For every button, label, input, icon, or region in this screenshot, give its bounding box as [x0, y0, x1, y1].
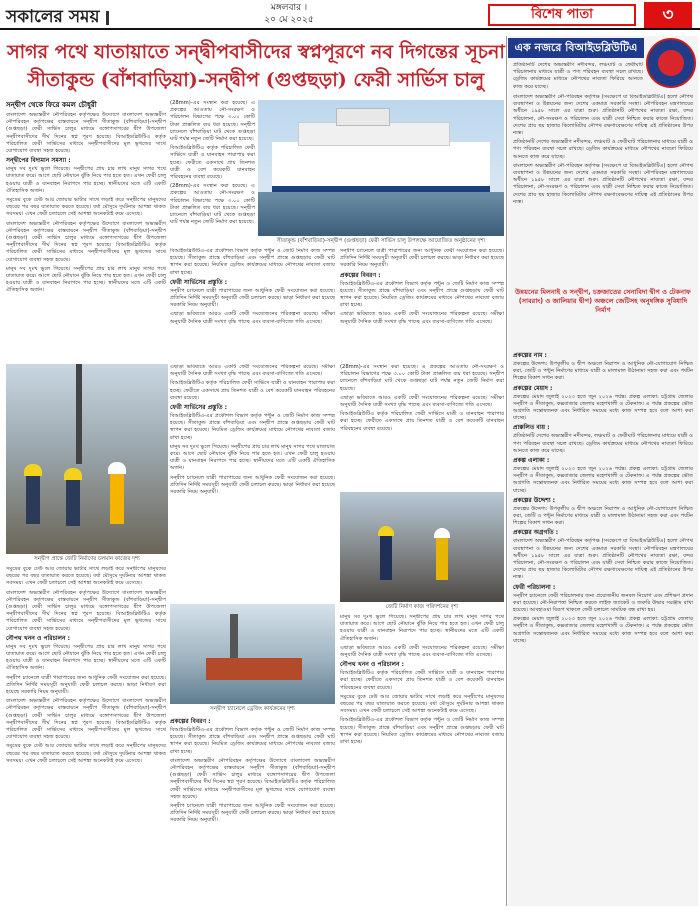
subheading: প্রকল্পের বিবরণ :	[340, 271, 381, 279]
article-paragraph: বিআইডব্লিউটিএ-এর প্রকৌশল বিভাগ কর্তৃক পন্টুন ও জেটি নির্মাণ কাজ সম্পন্ন হয়েছে। সীতাকুন্ড প্রান্তে বাঁশবাড়িয়া এবং সন্দ্বীপ প্রান্তে গুপ্তছড়ায় ফেরী ঘাট স্থাপন করা হয়েছে। নিয়মিত ড্রেজিং কার্যক্রমের মাধ্যমে নৌপথের নাব্যতা বজায় রাখা হচ্ছে।	[170, 727, 335, 755]
article-paragraph: এছাড়া ভবিষ্যতে আরও একটি ফেরী সংযোজনের পরিকল্পনা রয়েছে। সমীক্ষা অনুযায়ী দৈনিক যাত্রী সংখ্যা বৃদ্ধি পাচ্ছে এবং ব্যবসা-বাণিজ্যে গতি এসেছে।	[340, 394, 504, 409]
sidebar-paragraph: প্রকল্পের মেয়াদ জুলাই ২০২৩ হতে জুন ২০২৬ পর্যন্ত। প্রকল্প এলাকা: চট্টগ্রাম জেলার সন্দ্বীপ ও সীতাকুন্ড, কক্সবাজার জেলার মহেশখালী ও টেকনাফ। এ পর্যন্ত প্রকল্পের ভৌত অগ্রগতি সন্তোষজনক এবং নির্ধারিত সময়ের মধ্যে কাজ সম্পন্ন হবে বলে আশা করা যাচ্ছে।	[513, 393, 693, 422]
date-label: ২০ মে ২০২৫	[264, 15, 314, 25]
sidebar-paragraph: বাংলাদেশ অভ্যন্তরীণ নৌ-পরিবহন কর্তৃপক্ষ (সংক্ষেপে যা বিআইডব্লিউটিএ) হলো নৌপথ ব্যবস্থাপনা ও উন্নয়নের জন্য দেশের একমাত্র সরকারি সংস্থা। নৌপরিবহন মন্ত্রণালয়ের অধীনে ১৯৫৮ সালে এর যাত্রা শুরু। প্রতিষ্ঠানটি নৌপথের নাব্যতা রক্ষা, বন্দর পরিচালনা, নৌ-সংরক্ষণ ও পরিচালন এবং যাত্রী সেবা নিশ্চিত করার কাজে নিয়োজিত। দেশের প্রায় ছয় হাজার কিলোমিটার নৌপথ রক্ষণাবেক্ষণের দায়িত্ব এই প্রতিষ্ঠানের উপর ন্যস্ত।	[513, 538, 693, 581]
article-paragraph: বিআইডব্লিউটিএ কর্তৃক পরিচালিত ফেরী সার্ভিসে যাত্রী ও যানবাহন পারাপার করা হচ্ছে। ফেরীতে একসাথে প্রায় তিনশত যাত্রী ও বেশ কয়েকটি যানবাহন পরিবহনের ব্যবস্থা রয়েছে।	[170, 145, 255, 181]
article-paragraph: বিআইডব্লিউটিএ-এর প্রকৌশল বিভাগ কর্তৃক পন্টুন ও জেটি নির্মাণ কাজ সম্পন্ন হয়েছে। সীতাকুন্ড প্রান্তে বাঁশবাড়িয়া এবং সন্দ্বীপ প্রান্তে গুপ্তছড়ায় ফেরী ঘাট স্থাপন করা হয়েছে। নিয়মিত ড্রেজিং কার্যক্রমের মাধ্যমে নৌপথের নাব্যতা বজায় রাখা হচ্ছে।	[170, 248, 335, 276]
day-label: মঙ্গলবার ।	[270, 3, 308, 13]
article-paragraph: এছাড়া ভবিষ্যতে আরও একটি ফেরী সংযোজনের পরিকল্পনা রয়েছে। সমীক্ষা অনুযায়ী দৈনিক যাত্রী সংখ্যা বৃদ্ধি পাচ্ছে এবং ব্যবসা-বাণিজ্যে গতি এসেছে।	[170, 364, 335, 378]
deck-photo	[340, 492, 504, 602]
article-paragraph: বাংলাদেশ অভ্যন্তরীণ নৌপরিবহন কর্তৃপক্ষের উদ্যোগে বাংলাদেশ অভ্যন্তরীণ নৌপরিবহন কর্তৃপক্ষের বাস্তবায়নে সন্দ্বীপ সীতাকুন্ড (বাঁশবাড়িয়া)-সন্দ্বীপ (গুপ্তছড়া) ফেরী সার্ভিস চালুর মাধ্যমে বঙ্গোপসাগরের দ্বীপ উপজেলা সন্দ্বীপবাসীদের দীর্ঘ দিনের স্বপ্ন পূরণ হয়েছে। বিআইডব্লিউটিএ কর্তৃক পরিচালিত ফেরী সার্ভিসের মাধ্যমে সন্দ্বীপবাসীদের মূল ভূখন্ডের সাথে যোগাযোগ ব্যবস্থা সহজ হয়েছে।	[6, 698, 166, 741]
masthead-logo: সকালের সময়	[6, 4, 109, 32]
sidebar-subheading: প্রাক্কলিত ব্যয় :	[513, 424, 550, 432]
article-paragraph: মানুষ সব দুঃখ ভুলে গিয়েছে। সন্দ্বীপের প্রায় চার লাখ মানুষ সাগর পথে যাতায়াত করে। আগে ছোট নৌযানে ঝুঁকি নিয়ে পার হতে হত। এখন ফেরী চালু হওয়ায় যাত্রী ও যানবাহন নিরাপদে পার হচ্ছে। স্থানীয়দের মতে এটি একটি ঐতিহাসিক অর্জন।	[6, 166, 166, 194]
sidebar-paragraph: বাংলাদেশ অভ্যন্তরীণ নৌ-পরিবহন কর্তৃপক্ষ (সংক্ষেপে যা বিআইডব্লিউটিএ) হলো নৌপথ ব্যবস্থাপনা ও উন্নয়নের জন্য দেশের একমাত্র সরকারি সংস্থা। নৌপরিবহন মন্ত্রণালয়ের অধীনে ১৯৫৮ সালে এর যাত্রা শুরু। প্রতিষ্ঠানটি নৌপথের নাব্যতা রক্ষা, বন্দর পরিচালনা, নৌ-সংরক্ষণ ও পরিচালন এবং যাত্রী সেবা নিশ্চিত করার কাজে নিয়োজিত। দেশের প্রায় ছয় হাজার কিলোমিটার নৌপথ রক্ষণাবেক্ষণের দায়িত্ব এই প্রতিষ্ঠানের উপর ন্যস্ত।	[513, 94, 693, 137]
article-paragraph: এছাড়া ভবিষ্যতে আরও একটি ফেরী সংযোজনের পরিকল্পনা রয়েছে। সমীক্ষা অনুযায়ী দৈনিক যাত্রী সংখ্যা বৃদ্ধি পাচ্ছে এবং ব্যবসা-বাণিজ্যে গতি এসেছে।	[340, 311, 504, 325]
headline-line-2: সীতাকুন্ড (বাঁশবাড়িয়া)-সন্দ্বীপ (গুপ্তছড়া) ফেরী সার্ভিস চালু	[27, 69, 485, 91]
ferry-photo	[258, 100, 504, 236]
sidebar-subheading: প্রকল্পের উদ্দেশ্য :	[513, 496, 556, 504]
article-paragraph: বিআইডব্লিউটিএ-এর প্রকৌশল বিভাগ কর্তৃক পন্টুন ও জেটি নির্মাণ কাজ সম্পন্ন হয়েছে। সীতাকুন্ড প্রান্তে বাঁশবাড়িয়া এবং সন্দ্বীপ প্রান্তে গুপ্তছড়ায় ফেরী ঘাট স্থাপন করা হয়েছে। নিয়মিত ড্রেজিং কার্যক্রমের মাধ্যমে নৌপথের নাব্যতা বজায় রাখা হচ্ছে।	[340, 280, 504, 309]
subheading: সন্দ্বীপের বিদ্যমান সমস্যা :	[6, 157, 71, 165]
article-paragraph: বিআইডব্লিউটিএ কর্তৃক পরিচালিত ফেরী সার্ভিসে যাত্রী ও যানবাহন পারাপার করা হচ্ছে। ফেরীতে একসাথে প্রায় তিনশত যাত্রী ও বেশ কয়েকটি যানবাহন পরিবহনের ব্যবস্থা রয়েছে।	[340, 411, 504, 432]
article-paragraph: (28mm)-এর সংস্থান করা হয়েছে। এ প্রকল্পের আওতায় নৌ-সংরক্ষণ ও পরিচালন বিভাগের পক্ষে ৩.০০ কোটি টাকা প্রাক্কলিত ব্যয় ধরা হয়েছে। সন্দ্বীপ চ্যানেলে বাঁশবাড়িয়া ঘাট থেকে গুপ্তছড়া ঘাট পর্যন্ত নতুন জেটি নির্মাণ করা হয়েছে।	[340, 364, 504, 392]
article-column-3	[340, 248, 504, 362]
article-paragraph: বাংলাদেশ অভ্যন্তরীণ নৌপরিবহন কর্তৃপক্ষের উদ্যোগে বাংলাদেশ অভ্যন্তরীণ নৌপরিবহন কর্তৃপক্ষের বাস্তবায়নে সন্দ্বীপ সীতাকুন্ড (বাঁশবাড়িয়া)-সন্দ্বীপ (গুপ্তছড়া) ফেরী সার্ভিস চালুর মাধ্যমে বঙ্গোপসাগরের দ্বীপ উপজেলা সন্দ্বীপবাসীদের দীর্ঘ দিনের স্বপ্ন পূরণ হয়েছে। বিআইডব্লিউটিএ কর্তৃক পরিচালিত ফেরী সার্ভিসের মাধ্যমে সন্দ্বীপবাসীদের মূল ভূখন্ডের সাথে যোগাযোগ ব্যবস্থা সহজ হয়েছে।	[6, 220, 166, 263]
article-column-1b	[6, 566, 166, 906]
article-paragraph: বাংলাদেশ অভ্যন্তরীণ নৌপরিবহন কর্তৃপক্ষের উদ্যোগে বাংলাদেশ অভ্যন্তরীণ নৌপরিবহন কর্তৃপক্ষের বাস্তবায়নে সন্দ্বীপ সীতাকুন্ড (বাঁশবাড়িয়া)-সন্দ্বীপ (গুপ্তছড়া) ফেরী সার্ভিস চালুর মাধ্যমে বঙ্গোপসাগরের দ্বীপ উপজেলা সন্দ্বীপবাসীদের দীর্ঘ দিনের স্বপ্ন পূরণ হয়েছে। বিআইডব্লিউটিএ কর্তৃক পরিচালিত ফেরী সার্ভিসের মাধ্যমে সন্দ্বীপবাসীদের মূল ভূখন্ডের সাথে যোগাযোগ ব্যবস্থা সহজ হয়েছে।	[170, 757, 335, 800]
article-paragraph: সন্দ্বীপ চ্যানেলে যাত্রী পারাপারের জন্য আধুনিক ফেরী সংযোজন করা হয়েছে। প্রতিদিন নির্দিষ্ট সময়সূচী অনুযায়ী ফেরী চলাচল করছে। ভাড়া নির্ধারণ করা হয়েছে সরকারি নিয়ম অনুযায়ী।	[6, 674, 166, 696]
sidebar-text-1	[513, 94, 693, 284]
sidebar-title: এক নজরে বিআইডব্লিউটিএ	[508, 38, 644, 58]
article-paragraph: বাংলাদেশ অভ্যন্তরীণ নৌপরিবহন কর্তৃপক্ষের উদ্যোগে বাংলাদেশ অভ্যন্তরীণ নৌপরিবহন কর্তৃপক্ষের বাস্তবায়নে সন্দ্বীপ সীতাকুন্ড (বাঁশবাড়িয়া)-সন্দ্বীপ (গুপ্তছড়া) ফেরী সার্ভিস চালুর মাধ্যমে বঙ্গোপসাগরের দ্বীপ উপজেলা সন্দ্বীপবাসীদের দীর্ঘ দিনের স্বপ্ন পূরণ হয়েছে। বিআইডব্লিউটিএ কর্তৃক পরিচালিত ফেরী সার্ভিসের মাধ্যমে সন্দ্বীপবাসীদের মূল ভূখন্ডের সাথে যোগাযোগ ব্যবস্থা সহজ হয়েছে।	[6, 112, 166, 155]
sidebar-paragraph: প্রকল্পের উদ্দেশ্য: উপকূলীয় ও দ্বীপ অঞ্চলে নিরাপদ ও আধুনিক নৌ-যোগাযোগ নিশ্চিত করা, জেটি ও পন্টুন নির্মাণের মাধ্যমে যাত্রী ও মালামাল উঠানামা সহজ করা এবং পর্যটন শিল্পের বিকাশ সাধন করা।	[513, 361, 693, 382]
article-column-2b	[170, 248, 335, 362]
construction-photo	[6, 364, 168, 554]
sidebar-paragraph: প্রকল্পের মেয়াদ জুলাই ২০২৩ হতে জুন ২০২৬ পর্যন্ত। প্রকল্প এলাকা: চট্টগ্রাম জেলার সন্দ্বীপ ও সীতাকুন্ড, কক্সবাজার জেলার মহেশখালী ও টেকনাফ। এ পর্যন্ত প্রকল্পের ভৌত অগ্রগতি সন্তোষজনক এবং নির্ধারিত সময়ের মধ্যে কাজ সম্পন্ন হবে বলে আশা করা যাচ্ছে।	[513, 466, 693, 494]
subheading: ফেরী সার্ভিসের প্রস্তুতি :	[170, 404, 228, 412]
article-paragraph: বাংলাদেশ অভ্যন্তরীণ নৌপরিবহন কর্তৃপক্ষের উদ্যোগে বাংলাদেশ অভ্যন্তরীণ নৌপরিবহন কর্তৃপক্ষের বাস্তবায়নে সন্দ্বীপ সীতাকুন্ড (বাঁশবাড়িয়া)-সন্দ্বীপ (গুপ্তছড়া) ফেরী সার্ভিস চালুর মাধ্যমে বঙ্গোপসাগরের দ্বীপ উপজেলা সন্দ্বীপবাসীদের দীর্ঘ দিনের স্বপ্ন পূরণ হয়েছে। বিআইডব্লিউটিএ কর্তৃক পরিচালিত ফেরী সার্ভিসের মাধ্যমে সন্দ্বীপবাসীদের মূল ভূখন্ডের সাথে যোগাযোগ ব্যবস্থা সহজ হয়েছে।	[6, 589, 166, 632]
sidebar-paragraph: প্রকল্পের মেয়াদ জুলাই ২০২৩ হতে জুন ২০২৬ পর্যন্ত। প্রকল্প এলাকা: চট্টগ্রাম জেলার সন্দ্বীপ ও সীতাকুন্ড, কক্সবাজার জেলার মহেশখালী ও টেকনাফ। এ পর্যন্ত প্রকল্পের ভৌত অগ্রগতি সন্তোষজনক এবং নির্ধারিত সময়ের মধ্যে কাজ সম্পন্ন হবে বলে আশা করা যাচ্ছে।	[513, 616, 693, 644]
article-paragraph: (28mm)-এর সংস্থান করা হয়েছে। এ প্রকল্পের আওতায় নৌ-সংরক্ষণ ও পরিচালন বিভাগের পক্ষে ৩.০০ কোটি টাকা প্রাক্কলিত ব্যয় ধরা হয়েছে। সন্দ্বীপ চ্যানেলে বাঁশবাড়িয়া ঘাট থেকে গুপ্তছড়া ঘাট পর্যন্ত নতুন জেটি নির্মাণ করা হয়েছে।	[170, 183, 255, 226]
construction-photo-caption: সন্দ্বীপ প্রান্তে জেটি নির্মাণের চলমান কাজের দৃশ্য	[34, 556, 140, 562]
article-paragraph: সমুদ্রের বুকে ঢেউ আর জোয়ার ভাটার সাথে লড়াই করে সন্দ্বীপের মানুষদের বছরের পর বছর যাতায়াত করতে হয়েছে। বর্ষা মৌসুমে দুর্ঘটনার আশঙ্কা থাকত সবসময়। এখন ফেরী চলাচলে সেই আশঙ্কা অনেকটাই কমে এসেছে।	[6, 197, 166, 218]
sidebar-subheading: প্রকল্পের মেয়াদ :	[513, 384, 553, 392]
sidebar-subheading: প্রকল্প এলাকা :	[513, 457, 550, 465]
subheading: নৌপথ খনন ও পরিচালন :	[6, 634, 71, 642]
deck-photo-caption: জেটি নির্মাণ কাজ পরিদর্শনের দৃশ্য	[385, 604, 459, 610]
article-column-2	[170, 100, 255, 262]
article-paragraph: সন্দ্বীপ চ্যানেলে যাত্রী পারাপারের জন্য আধুনিক ফেরী সংযোজন করা হয়েছে। প্রতিদিন নির্দিষ্ট সময়সূচী অনুযায়ী ফেরী চলাচল করছে। ভাড়া নির্ধারণ করা হয়েছে সরকারি নিয়ম অনুযায়ী।	[340, 248, 504, 269]
article-paragraph: মানুষ সব দুঃখ ভুলে গিয়েছে। সন্দ্বীপের প্রায় চার লাখ মানুষ সাগর পথে যাতায়াত করে। আগে ছোট নৌযানে ঝুঁকি নিয়ে পার হতে হত। এখন ফেরী চালু হওয়ায় যাত্রী ও যানবাহন নিরাপদে পার হচ্ছে। স্থানীয়দের মতে এটি একটি ঐতিহাসিক অর্জন।	[6, 265, 166, 294]
article-paragraph: বিআইডব্লিউটিএ-এর প্রকৌশল বিভাগ কর্তৃক পন্টুন ও জেটি নির্মাণ কাজ সম্পন্ন হয়েছে। সীতাকুন্ড প্রান্তে বাঁশবাড়িয়া এবং সন্দ্বীপ প্রান্তে গুপ্তছড়ায় ফেরী ঘাট স্থাপন করা হয়েছে। নিয়মিত ড্রেজিং কার্যক্রমের মাধ্যমে নৌপথের নাব্যতা বজায় রাখা হচ্ছে।	[170, 413, 335, 441]
article-paragraph: মানুষ সব দুঃখ ভুলে গিয়েছে। সন্দ্বীপের প্রায় চার লাখ মানুষ সাগর পথে যাতায়াত করে। আগে ছোট নৌযানে ঝুঁকি নিয়ে পার হতে হত। এখন ফেরী চালু হওয়ায় যাত্রী ও যানবাহন নিরাপদে পার হচ্ছে। স্থানীয়দের মতে এটি একটি ঐতিহাসিক অর্জন।	[170, 443, 335, 472]
article-paragraph: মানুষ সব দুঃখ ভুলে গিয়েছে। সন্দ্বীপের প্রায় চার লাখ মানুষ সাগর পথে যাতায়াত করে। আগে ছোট নৌযানে ঝুঁকি নিয়ে পার হতে হত। এখন ফেরী চালু হওয়ায় যাত্রী ও যানবাহন নিরাপদে পার হচ্ছে। স্থানীয়দের মতে এটি একটি ঐতিহাসিক অর্জন।	[6, 643, 166, 672]
article-column-1	[6, 100, 166, 362]
sidebar-paragraph: বাংলাদেশ অভ্যন্তরীণ নৌ-পরিবহন কর্তৃপক্ষ (সংক্ষেপে যা বিআইডব্লিউটিএ) হলো নৌপথ ব্যবস্থাপনা ও উন্নয়নের জন্য দেশের একমাত্র সরকারি সংস্থা। নৌপরিবহন মন্ত্রণালয়ের অধীনে ১৯৫৮ সালে এর যাত্রা শুরু। প্রতিষ্ঠানটি নৌপথের নাব্যতা রক্ষা, বন্দর পরিচালনা, নৌ-সংরক্ষণ ও পরিচালন এবং যাত্রী সেবা নিশ্চিত করার কাজে নিয়োজিত। দেশের প্রায় ছয় হাজার কিলোমিটার নৌপথ রক্ষণাবেক্ষণের দায়িত্ব এই প্রতিষ্ঠানের উপর ন্যস্ত।	[513, 162, 693, 205]
article-paragraph: সন্দ্বীপ চ্যানেলে যাত্রী পারাপারের জন্য আধুনিক ফেরী সংযোজন করা হয়েছে। প্রতিদিন নির্দিষ্ট সময়সূচী অনুযায়ী ফেরী চলাচল করছে। ভাড়া নির্ধারণ করা হয়েছে সরকারি নিয়ম অনুযায়ী।	[170, 287, 335, 309]
main-headline	[6, 38, 506, 94]
article-paragraph: (28mm)-এর সংস্থান করা হয়েছে। এ প্রকল্পের আওতায় নৌ-সংরক্ষণ ও পরিচালন বিভাগের পক্ষে ৩.০০ কোটি টাকা প্রাক্কলিত ব্যয় ধরা হয়েছে। সন্দ্বীপ চ্যানেলে বাঁশবাড়িয়া ঘাট থেকে গুপ্তছড়া ঘাট পর্যন্ত নতুন জেটি নির্মাণ করা হয়েছে।	[170, 100, 255, 143]
dredger-photo	[170, 604, 335, 704]
headline-line-1: সাগর পথে যাতায়াতে সন্দ্বীপবাসীদের স্বপ্নপূরণে নব দিগন্তের সূচনা	[7, 41, 505, 63]
subheading: নৌপথ খনন ও পরিচালন :	[340, 661, 405, 669]
article-column-2d	[170, 716, 335, 906]
sidebar-paragraph: সন্দ্বীপ চ্যানেলে ফেরী পরিচালনার জন্য প্রয়োজনীয় জনবল নিয়োগ এবং প্রশিক্ষণ প্রদান করা হয়েছে। নৌ-নিরাপত্তা নিশ্চিত করতে লাইফ জ্যাকেট ও জরুরি উদ্ধার সরঞ্জাম রাখা হয়েছে। আবহাওয়া বিরূপ থাকলে ফেরী চলাচল সাময়িক বন্ধ রাখা হয়।	[513, 592, 693, 614]
article-paragraph: সন্দ্বীপ চ্যানেলে যাত্রী পারাপারের জন্য আধুনিক ফেরী সংযোজন করা হয়েছে। প্রতিদিন নির্দিষ্ট সময়সূচী অনুযায়ী ফেরী চলাচল করছে। ভাড়া নির্ধারণ করা হয়েছে সরকারি নিয়ম অনুযায়ী।	[170, 803, 335, 824]
sidebar-subheading: ফেরী পরিচালনা :	[513, 583, 556, 591]
sidebar-subheading: প্রকল্পের নাম :	[513, 352, 547, 359]
subheading: ফেরী সার্ভিসের প্রস্তুতি :	[170, 278, 228, 286]
dredger-photo-caption: সন্দ্বীপ চ্যানেলে ড্রেজিং কার্যক্রমের দৃশ্য	[210, 706, 295, 712]
article-column-3c	[340, 614, 504, 906]
header-rule	[0, 28, 700, 30]
sidebar-paragraph: প্রতিষ্ঠানটি দেশের অভ্যন্তরীণ নদীবন্দর, লঞ্চঘাট ও ফেরীঘাট পরিচালনার মাধ্যমে যাত্রী ও পণ্য পরিবহন ব্যবস্থা সচল রাখছে। ড্রেজিং কার্যক্রমের মাধ্যমে নৌপথের নাব্যতা ফিরিয়ে আনতে কাজ করে যাচ্ছে।	[513, 62, 643, 90]
article-paragraph: বিআইডব্লিউটিএ কর্তৃক পরিচালিত ফেরী সার্ভিসে যাত্রী ও যানবাহন পারাপার করা হচ্ছে। ফেরীতে একসাথে প্রায় তিনশত যাত্রী ও বেশ কয়েকটি যানবাহন পরিবহনের ব্যবস্থা রয়েছে।	[340, 670, 504, 691]
sidebar-subheading: প্রকল্পের অগ্রগতি :	[513, 529, 559, 537]
page-header	[0, 0, 700, 30]
page-number: ৩	[644, 2, 692, 28]
sidebar-intro	[513, 62, 643, 92]
sidebar-paragraph: প্রকল্পের উদ্দেশ্য: উপকূলীয় ও দ্বীপ অঞ্চলে নিরাপদ ও আধুনিক নৌ-যোগাযোগ নিশ্চিত করা, জেটি ও পন্টুন নির্মাণের মাধ্যমে যাত্রী ও মালামাল উঠানামা সহজ করা এবং পর্যটন শিল্পের বিকাশ সাধন করা।	[513, 505, 693, 527]
biwta-logo	[646, 38, 696, 88]
sidebar-project-title: উন্নয়নের মিলনাই ও সন্দ্বীপ, চক্রজাতের সেনাবিদা দ্বীপ ও টেকনাফ (সাবরাং) ও জালিয়ার দ্বীপ) অঞ্চলে জেটিসহ অনুষঙ্গিক সুবিধাদি নির্মাণ	[515, 288, 691, 314]
sidebar-paragraph: প্রতিষ্ঠানটি দেশের অভ্যন্তরীণ নদীবন্দর, লঞ্চঘাট ও ফেরীঘাট পরিচালনার মাধ্যমে যাত্রী ও পণ্য পরিবহন ব্যবস্থা সচল রাখছে। ড্রেজিং কার্যক্রমের মাধ্যমে নৌপথের নাব্যতা ফিরিয়ে আনতে কাজ করে যাচ্ছে।	[513, 433, 693, 454]
article-paragraph: সমুদ্রের বুকে ঢেউ আর জোয়ার ভাটার সাথে লড়াই করে সন্দ্বীপের মানুষদের বছরের পর বছর যাতায়াত করতে হয়েছে। বর্ষা মৌসুমে দুর্ঘটনার আশঙ্কা থাকত সবসময়। এখন ফেরী চলাচলে সেই আশঙ্কা অনেকটাই কমে এসেছে।	[340, 693, 504, 715]
article-paragraph: মানুষ সব দুঃখ ভুলে গিয়েছে। সন্দ্বীপের প্রায় চার লাখ মানুষ সাগর পথে যাতায়াত করে। আগে ছোট নৌযানে ঝুঁকি নিয়ে পার হতে হত। এখন ফেরী চালু হওয়ায় যাত্রী ও যানবাহন নিরাপদে পার হচ্ছে। স্থানীয়দের মতে এটি একটি ঐতিহাসিক অর্জন।	[340, 614, 504, 642]
subheading: প্রকল্পের বিবরণ :	[170, 718, 211, 725]
column-divider	[506, 36, 507, 906]
article-column-3b	[340, 364, 504, 490]
page-section-label: বিশেষ পাতা	[488, 4, 636, 26]
article-paragraph: বিআইডব্লিউটিএ কর্তৃক পরিচালিত ফেরী সার্ভিসে যাত্রী ও যানবাহন পারাপার করা হচ্ছে। ফেরীতে একসাথে প্রায় তিনশত যাত্রী ও বেশ কয়েকটি যানবাহন পরিবহনের ব্যবস্থা রয়েছে।	[170, 380, 335, 401]
sidebar-text-2	[513, 350, 693, 906]
sidebar-paragraph: প্রতিষ্ঠানটি দেশের অভ্যন্তরীণ নদীবন্দর, লঞ্চঘাট ও ফেরীঘাট পরিচালনার মাধ্যমে যাত্রী ও পণ্য পরিবহন ব্যবস্থা সচল রাখছে। ড্রেজিং কার্যক্রমের মাধ্যমে নৌপথের নাব্যতা ফিরিয়ে আনতে কাজ করে যাচ্ছে।	[513, 139, 693, 160]
article-column-2c	[170, 364, 335, 602]
article-paragraph: এছাড়া ভবিষ্যতে আরও একটি ফেরী সংযোজনের পরিকল্পনা রয়েছে। সমীক্ষা অনুযায়ী দৈনিক যাত্রী সংখ্যা বৃদ্ধি পাচ্ছে এবং ব্যবসা-বাণিজ্যে গতি এসেছে।	[170, 311, 335, 325]
byline: সন্দ্বীপ থেকে ফিরে কমল চৌধুরী	[6, 101, 97, 109]
dateline	[234, 2, 344, 26]
article-paragraph: সন্দ্বীপ চ্যানেলে যাত্রী পারাপারের জন্য আধুনিক ফেরী সংযোজন করা হয়েছে। প্রতিদিন নির্দিষ্ট সময়সূচী অনুযায়ী ফেরী চলাচল করছে। ভাড়া নির্ধারণ করা হয়েছে সরকারি নিয়ম অনুযায়ী।	[170, 474, 335, 496]
article-paragraph: সমুদ্রের বুকে ঢেউ আর জোয়ার ভাটার সাথে লড়াই করে সন্দ্বীপের মানুষদের বছরের পর বছর যাতায়াত করতে হয়েছে। বর্ষা মৌসুমে দুর্ঘটনার আশঙ্কা থাকত সবসময়। এখন ফেরী চলাচলে সেই আশঙ্কা অনেকটাই কমে এসেছে।	[6, 566, 166, 587]
article-paragraph: এছাড়া ভবিষ্যতে আরও একটি ফেরী সংযোজনের পরিকল্পনা রয়েছে। সমীক্ষা অনুযায়ী দৈনিক যাত্রী সংখ্যা বৃদ্ধি পাচ্ছে এবং ব্যবসা-বাণিজ্যে গতি এসেছে।	[340, 644, 504, 659]
article-paragraph: বিআইডব্লিউটিএ-এর প্রকৌশল বিভাগ কর্তৃক পন্টুন ও জেটি নির্মাণ কাজ সম্পন্ন হয়েছে। সীতাকুন্ড প্রান্তে বাঁশবাড়িয়া এবং সন্দ্বীপ প্রান্তে গুপ্তছড়ায় ফেরী ঘাট স্থাপন করা হয়েছে। নিয়মিত ড্রেজিং কার্যক্রমের মাধ্যমে নৌপথের নাব্যতা বজায় রাখা হচ্ছে।	[340, 717, 504, 746]
ferry-photo-caption: সীতাকুন্ড (বাঁশবাড়িয়া)-সন্দ্বীপ (গুপ্তছড়া) ফেরী সার্ভিস চালু উপলক্ষে আয়োজিত অনুষ্ঠানের দৃশ্য	[276, 238, 486, 244]
article-paragraph: সমুদ্রের বুকে ঢেউ আর জোয়ার ভাটার সাথে লড়াই করে সন্দ্বীপের মানুষদের বছরের পর বছর যাতায়াত করতে হয়েছে। বর্ষা মৌসুমে দুর্ঘটনার আশঙ্কা থাকত সবসময়। এখন ফেরী চলাচলে সেই আশঙ্কা অনেকটাই কমে এসেছে।	[6, 743, 166, 764]
